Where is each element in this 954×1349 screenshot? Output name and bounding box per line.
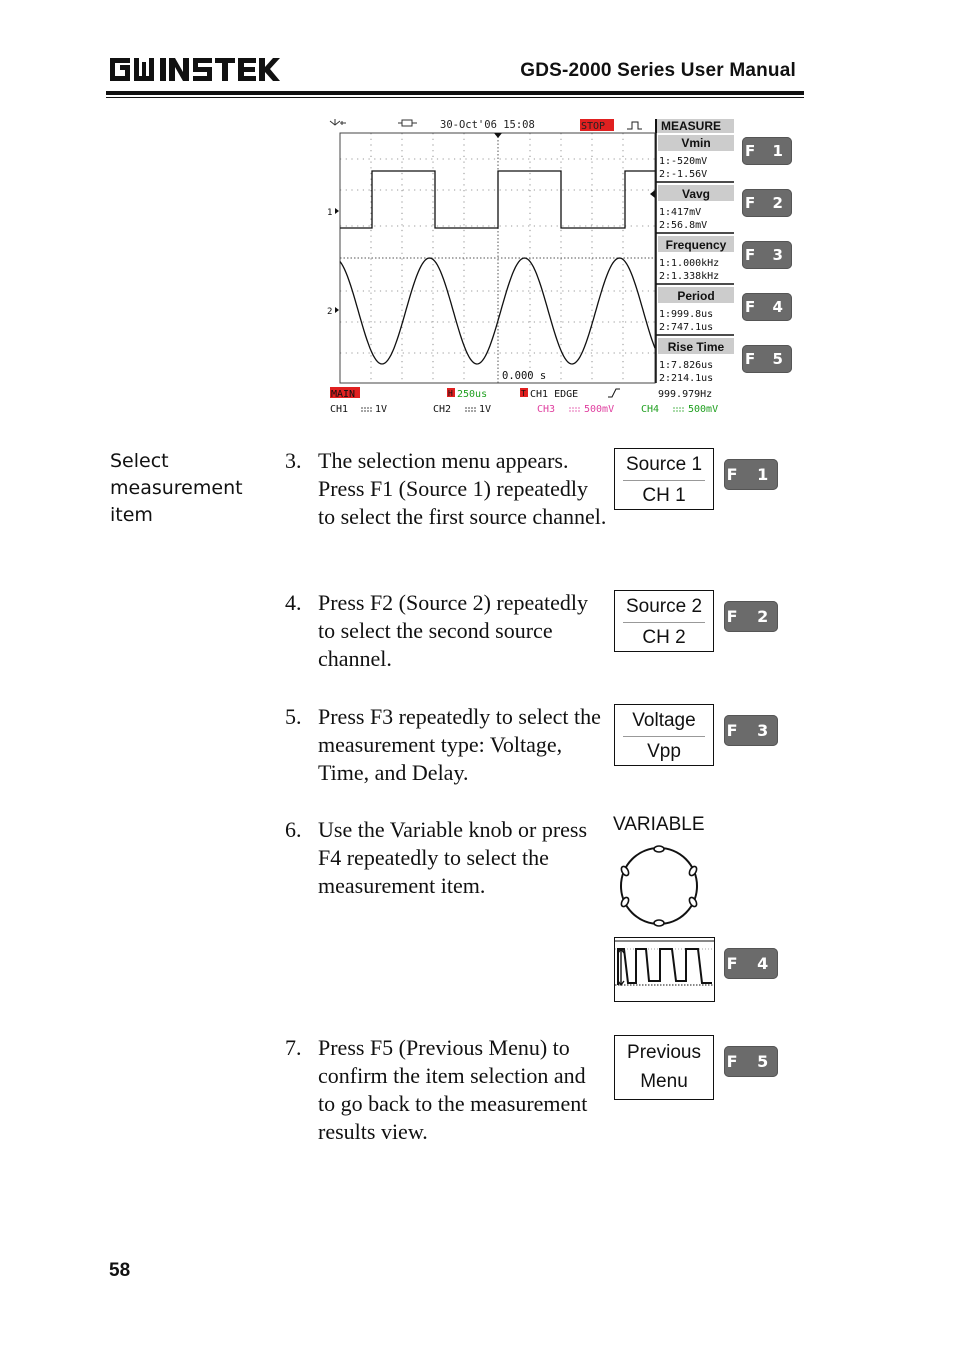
ch1-marker: 1	[327, 208, 333, 218]
oscilloscope-screen	[322, 115, 742, 417]
menu-box-value: Menu	[640, 1071, 688, 1092]
f3-button[interactable]: F 3	[724, 715, 778, 746]
measure-item-vavg	[656, 185, 734, 233]
menu-box-value: Vpp	[647, 741, 681, 762]
ch3-scale: 500mV	[584, 404, 615, 415]
variable-knob-icon[interactable]	[617, 845, 701, 927]
timebase-tag: H	[448, 389, 453, 398]
step-text: Press F3 repeatedly to select the measurement type: Voltage, Time, and Delay.	[318, 704, 601, 785]
usb-icon	[398, 120, 417, 126]
ch1-label: CH1	[330, 404, 349, 415]
measure-item-frequency	[656, 236, 734, 284]
svg-text:1:7.826us: 1:7.826us	[659, 360, 714, 371]
ch2-scale: 1V	[479, 404, 492, 415]
edge-icon	[627, 122, 642, 129]
ch1-waveform	[340, 171, 655, 228]
trigger-tag: T	[521, 389, 526, 398]
header-rule-thin	[106, 97, 804, 98]
svg-text:2:56.8mV: 2:56.8mV	[659, 220, 708, 231]
svg-text:2:214.1us: 2:214.1us	[659, 373, 714, 384]
menu-box-value: CH 2	[642, 627, 686, 648]
scope-f3-button[interactable]: F 3	[742, 241, 792, 269]
menu-box-title: Previous	[627, 1042, 701, 1063]
scope-f2-button[interactable]: F 2	[742, 189, 792, 217]
step-number: 4.	[285, 590, 302, 615]
f5-button[interactable]: F 5	[724, 1046, 778, 1077]
measurement-item-icon	[614, 937, 715, 1002]
status-stop: STOP	[581, 121, 606, 132]
svg-text:2:1.338kHz: 2:1.338kHz	[659, 271, 720, 282]
main-label: MAIN	[331, 389, 356, 400]
step-text: Use the Variable knob or press F4 repeatedly to select the measurement item.	[318, 817, 588, 898]
step-number: 3.	[285, 448, 302, 473]
measure-item-period	[656, 287, 734, 335]
scope-f4-button[interactable]: F 4	[742, 293, 792, 321]
trigger-icon	[330, 119, 346, 125]
svg-text:2:-1.56V: 2:-1.56V	[659, 169, 708, 180]
ch4-label: CH4	[641, 404, 660, 415]
page-number: 58	[109, 1260, 131, 1281]
trigger-frequency: 999.979Hz	[658, 389, 713, 400]
trigger-source: CH1 EDGE	[530, 389, 579, 400]
ch4-scale: 500mV	[688, 404, 719, 415]
f2-button[interactable]: F 2	[724, 601, 778, 632]
menu-box-value: CH 1	[642, 485, 686, 506]
svg-text:Vavg: Vavg	[681, 187, 711, 201]
svg-text:Period: Period	[677, 289, 715, 303]
previous-menu-box	[614, 1035, 714, 1100]
source2-menu-box	[614, 590, 714, 652]
menu-box-title: Source 1	[625, 454, 703, 475]
svg-text:Rise Time: Rise Time	[667, 340, 725, 354]
scope-f1-button[interactable]: F 1	[742, 137, 792, 165]
ch2-label: CH2	[433, 404, 452, 415]
f4-button[interactable]: F 4	[724, 948, 778, 979]
measure-item-rise-time	[658, 338, 734, 384]
f1-button[interactable]: F 1	[724, 459, 778, 490]
measure-panel	[656, 133, 734, 384]
svg-text:Vmin: Vmin	[681, 136, 711, 150]
svg-text:1:-520mV: 1:-520mV	[659, 156, 708, 167]
rising-edge-icon	[608, 389, 620, 397]
step-number: 5.	[285, 704, 302, 729]
step-number: 6.	[285, 817, 302, 842]
ch2-marker: 2	[327, 307, 333, 317]
menu-box-title: Source 2	[625, 596, 703, 617]
ch3-label: CH3	[537, 404, 556, 415]
step-text: The selection menu appears. Press F1 (Source 1) repeatedly to select the first source channel.	[318, 448, 607, 529]
step-text: Press F2 (Source 2) repeatedly to select the second source channel.	[318, 590, 589, 671]
step-number: 7.	[285, 1035, 302, 1060]
ch1-scale: 1V	[375, 404, 388, 415]
variable-label: VARIABLE	[613, 814, 705, 835]
timebase-value: 250us	[457, 389, 488, 400]
svg-text:1:999.8us: 1:999.8us	[659, 309, 714, 320]
scope-f5-button[interactable]: F 5	[742, 345, 792, 373]
step-text: Press F5 (Previous Menu) to confirm the item selection and to go back to the measurement results view.	[318, 1035, 588, 1144]
trigger-time: 0.000 s	[502, 370, 547, 382]
menu-box-title: Voltage	[632, 710, 696, 731]
source1-menu-box	[614, 448, 714, 510]
svg-text:1:417mV: 1:417mV	[659, 207, 702, 218]
manual-title: GDS-2000 Series User Manual	[520, 60, 796, 81]
gw-instek-logo	[108, 52, 280, 86]
date-time: 30-Oct'06 15:08	[440, 119, 535, 131]
svg-text:1:1.000kHz: 1:1.000kHz	[659, 258, 720, 269]
svg-text:Frequency: Frequency	[665, 238, 727, 252]
measure-title: MEASURE	[661, 119, 722, 133]
section-label: Select measurement item	[110, 450, 243, 526]
header-rule	[106, 91, 804, 95]
svg-text:2:747.1us: 2:747.1us	[659, 322, 714, 333]
voltage-menu-box	[614, 704, 714, 766]
measure-item-vmin	[656, 135, 734, 182]
